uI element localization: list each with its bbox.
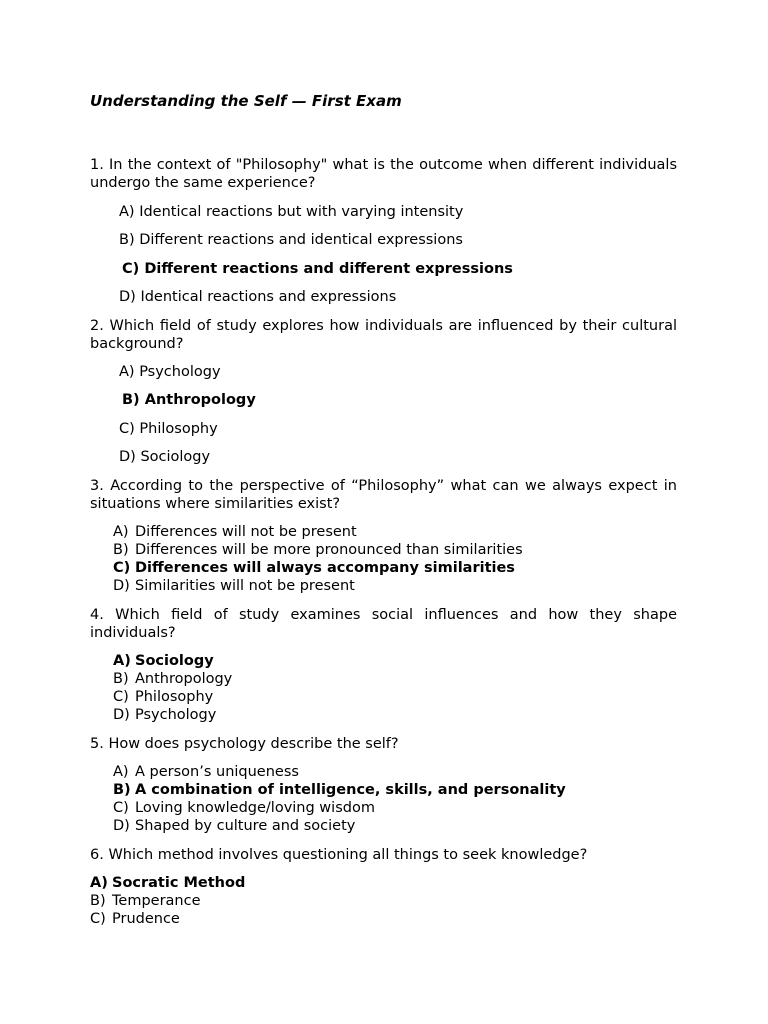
option-text: Temperance xyxy=(112,893,201,909)
question-5: 5. How does psychology describe the self? xyxy=(90,736,399,752)
option-letter: C) xyxy=(90,911,106,927)
option-letter: D) xyxy=(113,578,130,594)
answer-option xyxy=(113,688,213,706)
answer-option xyxy=(113,523,357,541)
answer-option xyxy=(119,363,221,381)
option-text: Differences will not be present xyxy=(135,524,357,540)
answer-option xyxy=(90,910,180,928)
option-letter: C) xyxy=(122,261,140,277)
option-text: Differences will always accompany similarities xyxy=(135,560,515,576)
option-letter: B) xyxy=(90,893,106,909)
option-letter: B) xyxy=(113,671,129,687)
option-letter: A) xyxy=(119,364,135,380)
answer-option xyxy=(119,420,218,438)
option-text: Sociology xyxy=(140,449,211,465)
answer-option xyxy=(113,577,355,595)
answer-option xyxy=(113,799,375,817)
option-letter: A) xyxy=(113,653,131,669)
option-text: Philosophy xyxy=(139,421,218,437)
correct-answer-option xyxy=(113,559,515,577)
option-letter: A) xyxy=(113,524,129,540)
option-text: A combination of intelligence, skills, and personality xyxy=(135,782,566,798)
option-letter: D) xyxy=(113,707,130,723)
option-text: Different reactions and identical expressions xyxy=(139,232,463,248)
option-text: Identical reactions and expressions xyxy=(140,289,397,305)
answer-option xyxy=(119,231,463,249)
correct-answer-option xyxy=(113,652,214,670)
answer-option xyxy=(113,706,216,724)
option-letter: B) xyxy=(122,392,140,408)
option-text: Socratic Method xyxy=(112,875,246,891)
option-letter: B) xyxy=(113,542,129,558)
option-text: Loving knowledge/loving wisdom xyxy=(135,800,375,816)
correct-answer-option xyxy=(113,781,566,799)
question-1: 1. In the context of "Philosophy" what is the outcome when different individuals undergo the same experience? xyxy=(90,157,677,191)
option-letter: D) xyxy=(119,289,136,305)
option-letter: A) xyxy=(113,764,129,780)
option-letter: C) xyxy=(119,421,135,437)
option-text: A person’s uniqueness xyxy=(135,764,299,780)
answer-option xyxy=(90,892,201,910)
correct-answer-option xyxy=(90,874,245,892)
option-text: Different reactions and different expressions xyxy=(144,261,513,277)
option-text: Sociology xyxy=(135,653,214,669)
answer-option xyxy=(113,817,355,835)
question-3: 3. According to the perspective of “Philosophy” what can we always expect in situations where similarities exist? xyxy=(90,478,677,512)
question-2: 2. Which field of study explores how individuals are influenced by their cultural background? xyxy=(90,318,677,352)
option-text: Psychology xyxy=(139,364,221,380)
option-text: Identical reactions but with varying intensity xyxy=(139,204,464,220)
answer-option xyxy=(119,448,210,466)
option-letter: C) xyxy=(113,800,129,816)
answer-option xyxy=(119,203,463,221)
option-text: Anthropology xyxy=(144,392,256,408)
exam-title: Understanding the Self — First Exam xyxy=(90,92,402,110)
answer-option xyxy=(113,541,523,559)
answer-option xyxy=(113,763,299,781)
option-letter: A) xyxy=(119,204,135,220)
option-letter: C) xyxy=(113,560,131,576)
option-letter: B) xyxy=(113,782,131,798)
option-letter: D) xyxy=(113,818,130,834)
option-letter: A) xyxy=(90,875,108,891)
option-text: Philosophy xyxy=(135,689,214,705)
answer-option xyxy=(119,288,396,306)
option-text: Anthropology xyxy=(135,671,233,687)
option-letter: B) xyxy=(119,232,135,248)
option-text: Differences will be more pronounced than similarities xyxy=(135,542,523,558)
option-text: Psychology xyxy=(135,707,217,723)
correct-answer-option xyxy=(122,260,513,278)
option-text: Shaped by culture and society xyxy=(135,818,356,834)
option-letter: D) xyxy=(119,449,136,465)
option-letter: C) xyxy=(113,689,129,705)
option-text: Similarities will not be present xyxy=(135,578,355,594)
correct-answer-option xyxy=(122,391,256,409)
option-text: Prudence xyxy=(112,911,180,927)
question-6: 6. Which method involves questioning all things to seek knowledge? xyxy=(90,847,588,863)
answer-option xyxy=(113,670,232,688)
question-4: 4. Which field of study examines social influences and how they shape individuals? xyxy=(90,607,677,641)
